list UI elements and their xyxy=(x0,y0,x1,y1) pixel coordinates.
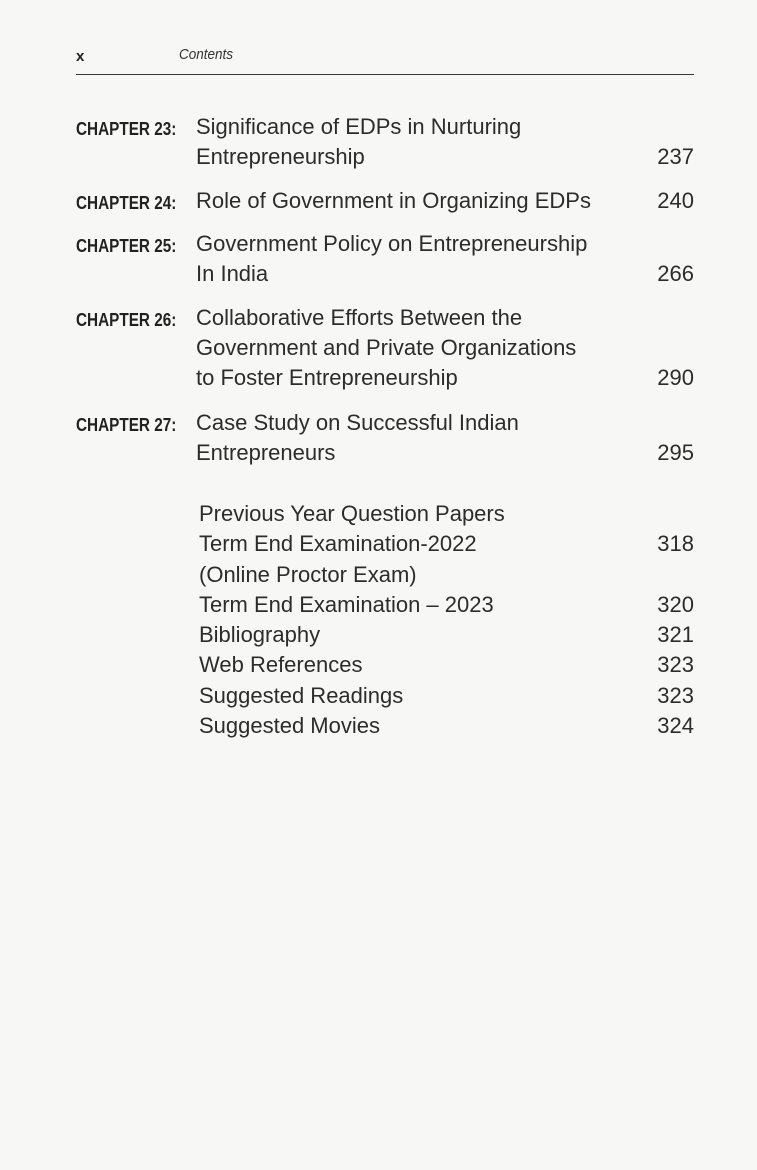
back-matter-page: 323 xyxy=(657,652,694,678)
chapter-title-line: Government Policy on Entrepreneurship xyxy=(196,231,588,256)
chapter-title xyxy=(196,186,636,216)
page-header xyxy=(76,44,694,75)
back-matter-item xyxy=(199,650,694,680)
back-matter-label: Term End Examination – 2023 xyxy=(199,591,494,617)
back-matter-label: Bibliography xyxy=(199,622,321,648)
back-matter-item xyxy=(199,620,694,650)
chapter-page-number: 290 xyxy=(657,365,694,390)
toc-chapter-entry xyxy=(76,408,694,470)
toc-chapter-entry xyxy=(76,229,694,291)
back-matter-page: 323 xyxy=(657,682,694,708)
back-matter-list xyxy=(199,499,694,741)
page-number: x xyxy=(76,48,85,65)
chapter-page-number: 266 xyxy=(657,261,694,286)
chapter-label: CHAPTER 24: xyxy=(76,193,177,213)
chapter-label: CHAPTER 23: xyxy=(76,119,177,139)
chapter-title-line: Government and Private Organizations xyxy=(196,335,577,360)
back-matter-page: 324 xyxy=(657,713,694,739)
chapter-page-number: 295 xyxy=(657,440,694,465)
chapter-page-number: 237 xyxy=(657,144,694,169)
chapter-title-line: In India xyxy=(196,261,269,286)
running-title: Contents xyxy=(179,46,234,63)
back-matter-item xyxy=(199,499,694,529)
chapter-title xyxy=(196,303,636,393)
chapter-label: CHAPTER 25: xyxy=(76,236,177,256)
chapter-title-line: Role of Government in Organizing EDPs xyxy=(196,188,591,213)
chapter-title-line: Case Study on Successful Indian xyxy=(196,410,519,435)
toc-chapter-entry xyxy=(76,303,694,395)
chapter-title-line: Significance of EDPs in Nurturing xyxy=(196,114,522,139)
chapter-label: CHAPTER 26: xyxy=(76,310,177,330)
chapter-title-line: Entrepreneurship xyxy=(196,144,365,169)
back-matter-item xyxy=(199,560,694,590)
back-matter-item xyxy=(199,590,694,620)
back-matter-label: (Online Proctor Exam) xyxy=(199,561,417,587)
back-matter-item xyxy=(199,529,694,559)
back-matter-label: Term End Examination-2022 xyxy=(199,531,477,557)
chapter-title-line: Entrepreneurs xyxy=(196,440,336,465)
back-matter-label: Previous Year Question Papers xyxy=(199,501,505,526)
back-matter-item xyxy=(199,711,694,741)
back-matter-page: 321 xyxy=(657,622,694,648)
back-matter-label: Suggested Movies xyxy=(199,713,380,739)
toc-chapter-entry xyxy=(76,186,694,218)
chapter-title xyxy=(196,408,636,468)
chapter-title-line: to Foster Entrepreneurship xyxy=(196,365,458,390)
chapter-title-line: Collaborative Efforts Between the xyxy=(196,305,523,330)
chapter-page-number: 240 xyxy=(657,188,694,213)
back-matter-label: Suggested Readings xyxy=(199,682,404,708)
back-matter-item xyxy=(199,681,694,711)
back-matter-page: 320 xyxy=(657,591,694,617)
chapter-title xyxy=(196,112,636,172)
chapter-title xyxy=(196,229,636,289)
back-matter-label: Web References xyxy=(199,652,363,678)
chapter-label: CHAPTER 27: xyxy=(76,415,177,435)
toc-chapter-entry xyxy=(76,112,694,174)
back-matter-page: 318 xyxy=(657,531,694,557)
